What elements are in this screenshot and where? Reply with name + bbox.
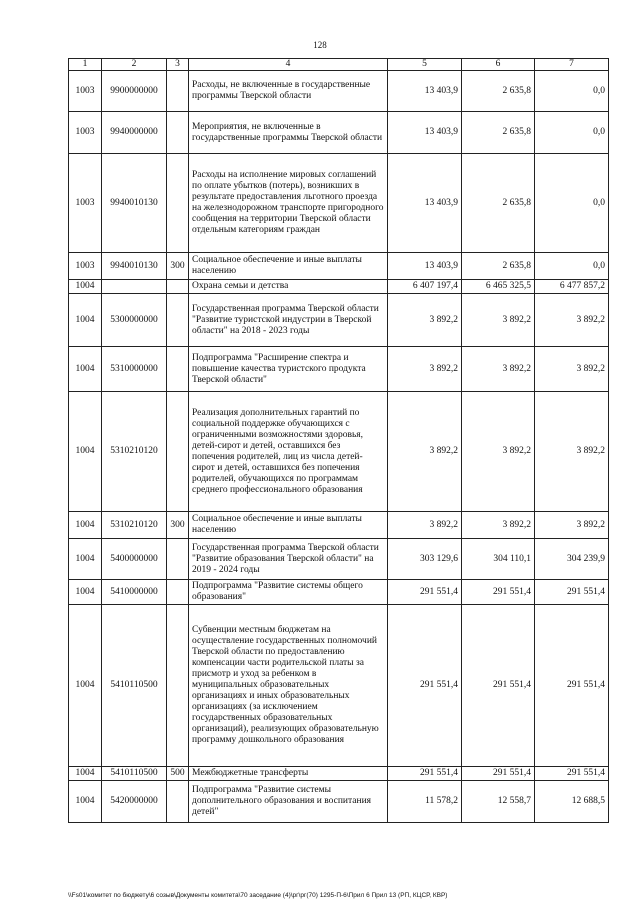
table-row: [69, 767, 609, 781]
target-code-cell: 9940000000: [102, 112, 167, 154]
amount-cell: 3 892,2: [462, 512, 535, 539]
amount-cell: 3 892,2: [535, 294, 609, 347]
amount-cell: 291 551,4: [462, 767, 535, 781]
amount-cell: 291 551,4: [535, 580, 609, 605]
expense-type-cell: [167, 781, 189, 823]
expense-type-cell: [167, 154, 189, 253]
amount-cell: 13 403,9: [388, 253, 462, 280]
amount-cell: 304 110,1: [462, 539, 535, 580]
item-name-cell: Расходы, не включенные в государственные программы Тверской области: [189, 71, 388, 112]
amount-cell: 304 239,9: [535, 539, 609, 580]
page-number: 128: [313, 40, 327, 50]
amount-cell: 0,0: [535, 112, 609, 154]
expense-type-cell: 300: [167, 512, 189, 539]
amount-cell: 3 892,2: [462, 294, 535, 347]
section-cell: 1004: [69, 512, 102, 539]
column-header: 2: [102, 59, 167, 71]
expense-type-cell: [167, 605, 189, 767]
amount-cell: 12 688,5: [535, 781, 609, 823]
column-header: 1: [69, 59, 102, 71]
amount-cell: 12 558,7: [462, 781, 535, 823]
target-code-cell: 5410000000: [102, 580, 167, 605]
section-cell: 1003: [69, 253, 102, 280]
amount-cell: 2 635,8: [462, 154, 535, 253]
item-name-cell: Подпрограмма "Расширение спектра и повышение качества туристского продукта Тверской области": [189, 347, 388, 392]
item-name-cell: Социальное обеспечение и иные выплаты населению: [189, 253, 388, 280]
expense-type-cell: [167, 392, 189, 512]
amount-cell: 2 635,8: [462, 112, 535, 154]
amount-cell: 291 551,4: [462, 580, 535, 605]
amount-cell: 13 403,9: [388, 112, 462, 154]
expense-type-cell: [167, 347, 189, 392]
amount-cell: 3 892,2: [535, 347, 609, 392]
amount-cell: 2 635,8: [462, 71, 535, 112]
section-cell: 1004: [69, 781, 102, 823]
column-header: 5: [388, 59, 462, 71]
section-cell: 1004: [69, 539, 102, 580]
item-name-cell: Реализация дополнительных гарантий по социальной поддержке обучающихся с ограниченными возможностями здоровья, детей-сирот и детей, оставшихся без попечения родителей, лиц из числа детей-сирот и детей, оставшихся без попечения родителей, обучающихся по программам среднего профессионального образования: [189, 392, 388, 512]
item-name-cell: Охрана семьи и детства: [189, 280, 388, 294]
amount-cell: 291 551,4: [535, 605, 609, 767]
table-row: [69, 71, 609, 112]
table-row: [69, 539, 609, 580]
section-cell: 1003: [69, 71, 102, 112]
amount-cell: 3 892,2: [388, 347, 462, 392]
section-cell: 1003: [69, 112, 102, 154]
item-name-cell: Расходы на исполнение мировых соглашений по оплате убытков (потерь), возникших в результате предоставления льготного проезда на железнодорожном транспорте пригородного сообщения на территории Тверской области отдельным категориям граждан: [189, 154, 388, 253]
amount-cell: 291 551,4: [388, 605, 462, 767]
amount-cell: 3 892,2: [388, 512, 462, 539]
amount-cell: 0,0: [535, 71, 609, 112]
section-cell: 1004: [69, 294, 102, 347]
column-header: 6: [462, 59, 535, 71]
amount-cell: 3 892,2: [388, 392, 462, 512]
section-cell: 1004: [69, 280, 102, 294]
target-code-cell: [102, 280, 167, 294]
table-row: [69, 392, 609, 512]
table-row: [69, 280, 609, 294]
table-row: [69, 294, 609, 347]
item-name-cell: Государственная программа Тверской области "Развитие образования Тверской области" на 2019 - 2024 годы: [189, 539, 388, 580]
expense-type-cell: [167, 112, 189, 154]
target-code-cell: 5310210120: [102, 512, 167, 539]
budget-table: [68, 58, 609, 823]
target-code-cell: 5300000000: [102, 294, 167, 347]
amount-cell: 303 129,6: [388, 539, 462, 580]
expense-type-cell: [167, 580, 189, 605]
table-row: [69, 605, 609, 767]
expense-type-cell: [167, 294, 189, 347]
amount-cell: 291 551,4: [535, 767, 609, 781]
file-path-footer: \\Fs01\комитет по бюджету\6 созыв\Документы комитета\70 заседание (4)\рг\рг(70) 1295-П-6\Прил 6 Прил 13 (РП, КЦСР, КВР): [68, 892, 448, 899]
table-row: [69, 580, 609, 605]
amount-cell: 3 892,2: [462, 392, 535, 512]
target-code-cell: 9900000000: [102, 71, 167, 112]
amount-cell: 11 578,2: [388, 781, 462, 823]
table-row: [69, 781, 609, 823]
column-header: 7: [535, 59, 609, 71]
amount-cell: 291 551,4: [388, 767, 462, 781]
amount-cell: 3 892,2: [535, 392, 609, 512]
target-code-cell: 5400000000: [102, 539, 167, 580]
column-header: 3: [167, 59, 189, 71]
table-row: [69, 253, 609, 280]
section-cell: 1004: [69, 580, 102, 605]
table-row: [69, 347, 609, 392]
table-row: [69, 512, 609, 539]
section-cell: 1003: [69, 154, 102, 253]
section-cell: 1004: [69, 605, 102, 767]
amount-cell: 291 551,4: [388, 580, 462, 605]
item-name-cell: Подпрограмма "Развитие системы дополнительного образования и воспитания детей": [189, 781, 388, 823]
target-code-cell: 9940010130: [102, 253, 167, 280]
amount-cell: 2 635,8: [462, 253, 535, 280]
target-code-cell: 5310210120: [102, 392, 167, 512]
amount-cell: 3 892,2: [388, 294, 462, 347]
section-cell: 1004: [69, 767, 102, 781]
amount-cell: 291 551,4: [462, 605, 535, 767]
amount-cell: 6 465 325,5: [462, 280, 535, 294]
section-cell: 1004: [69, 392, 102, 512]
target-code-cell: 5410110500: [102, 767, 167, 781]
amount-cell: 0,0: [535, 154, 609, 253]
table-row: [69, 154, 609, 253]
target-code-cell: 5420000000: [102, 781, 167, 823]
amount-cell: 6 407 197,4: [388, 280, 462, 294]
amount-cell: 0,0: [535, 253, 609, 280]
item-name-cell: Государственная программа Тверской области "Развитие туристской индустрии в Тверской области" на 2018 - 2023 годы: [189, 294, 388, 347]
item-name-cell: Подпрограмма "Развитие системы общего образования": [189, 580, 388, 605]
item-name-cell: Межбюджетные трансферты: [189, 767, 388, 781]
expense-type-cell: 300: [167, 253, 189, 280]
amount-cell: 6 477 857,2: [535, 280, 609, 294]
expense-type-cell: 500: [167, 767, 189, 781]
item-name-cell: Мероприятия, не включенные в государственные программы Тверской области: [189, 112, 388, 154]
target-code-cell: 5310000000: [102, 347, 167, 392]
expense-type-cell: [167, 539, 189, 580]
amount-cell: 3 892,2: [535, 512, 609, 539]
amount-cell: 13 403,9: [388, 154, 462, 253]
target-code-cell: 9940010130: [102, 154, 167, 253]
item-name-cell: Социальное обеспечение и иные выплаты населению: [189, 512, 388, 539]
column-header: 4: [189, 59, 388, 71]
amount-cell: 13 403,9: [388, 71, 462, 112]
section-cell: 1004: [69, 347, 102, 392]
expense-type-cell: [167, 280, 189, 294]
expense-type-cell: [167, 71, 189, 112]
amount-cell: 3 892,2: [462, 347, 535, 392]
target-code-cell: 5410110500: [102, 605, 167, 767]
table-row: [69, 112, 609, 154]
table-header-row: [69, 59, 609, 71]
item-name-cell: Субвенции местным бюджетам на осуществление государственных полномочий Тверской области по предоставлению компенсации части родительской платы за присмотр и уход за ребенком в муниципальных образовательных организациях и иных образовательных организациях (за исключением государственных образовательных организаций), реализующих образовательную программу дошкольного образования: [189, 605, 388, 767]
